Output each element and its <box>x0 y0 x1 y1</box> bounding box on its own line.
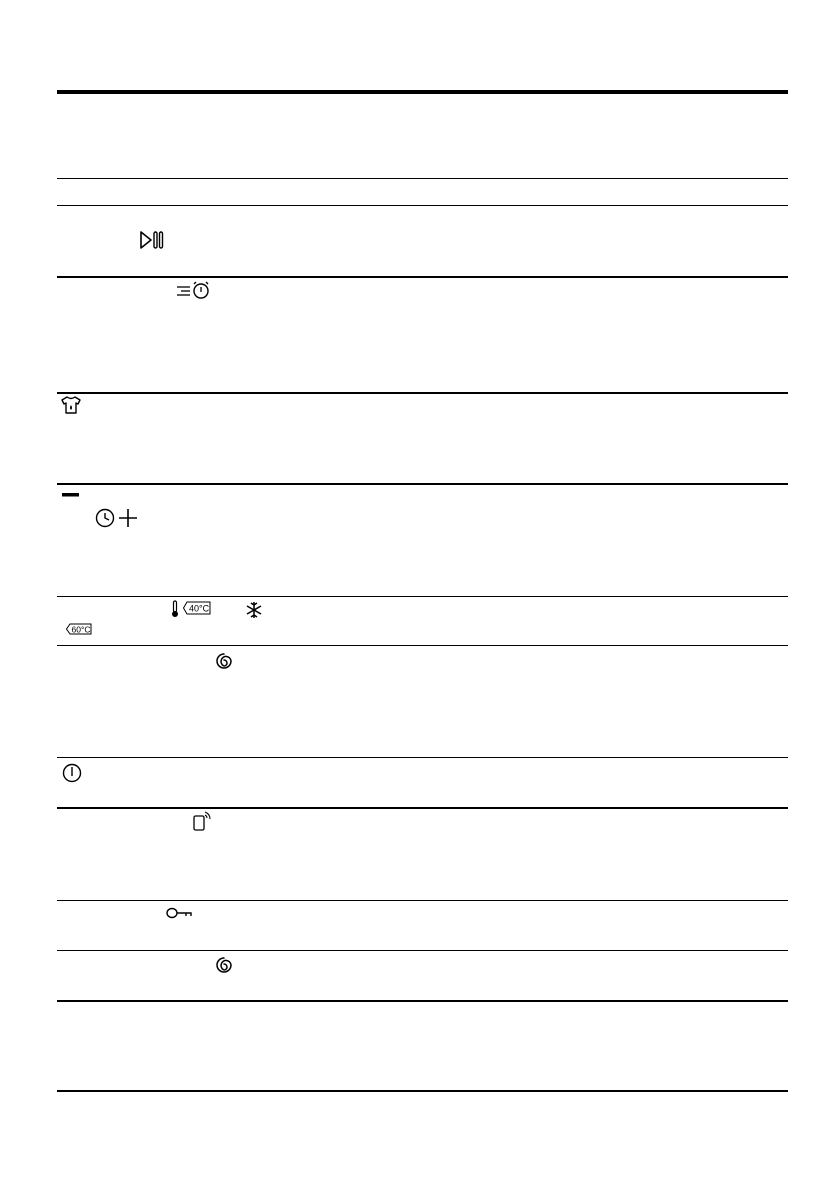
thermometer-icon <box>171 600 179 618</box>
clock-icon <box>95 508 115 528</box>
row-divider <box>57 645 788 646</box>
temp-40-label: 40°C <box>189 603 210 614</box>
power-icon <box>62 763 82 783</box>
spin-icon <box>215 651 233 671</box>
table-header-rule <box>57 178 788 179</box>
remote-start-icon <box>193 811 211 831</box>
header-rule <box>57 90 788 94</box>
temperature-60-icon <box>66 623 92 635</box>
row-divider <box>57 950 788 951</box>
plus-icon <box>118 508 138 528</box>
key-lock-icon <box>166 906 192 920</box>
row-divider <box>57 392 788 394</box>
minus-icon <box>62 492 80 498</box>
row-divider <box>57 807 788 809</box>
temp-60-label: 60°C <box>71 624 91 635</box>
remote-alarm-icon <box>176 280 212 300</box>
row-divider <box>57 483 788 485</box>
row-divider <box>57 1000 788 1002</box>
row-divider <box>57 900 788 901</box>
row-divider <box>57 596 788 597</box>
snowflake-icon <box>245 601 263 619</box>
shirt-stain-icon <box>61 396 81 414</box>
temperature-40-icon <box>183 601 211 615</box>
spin-icon <box>215 955 233 975</box>
table-bottom-rule <box>57 1090 788 1092</box>
row-divider <box>57 205 788 206</box>
row-divider <box>57 276 788 278</box>
start-pause-icon <box>140 231 164 249</box>
row-divider <box>57 757 788 758</box>
